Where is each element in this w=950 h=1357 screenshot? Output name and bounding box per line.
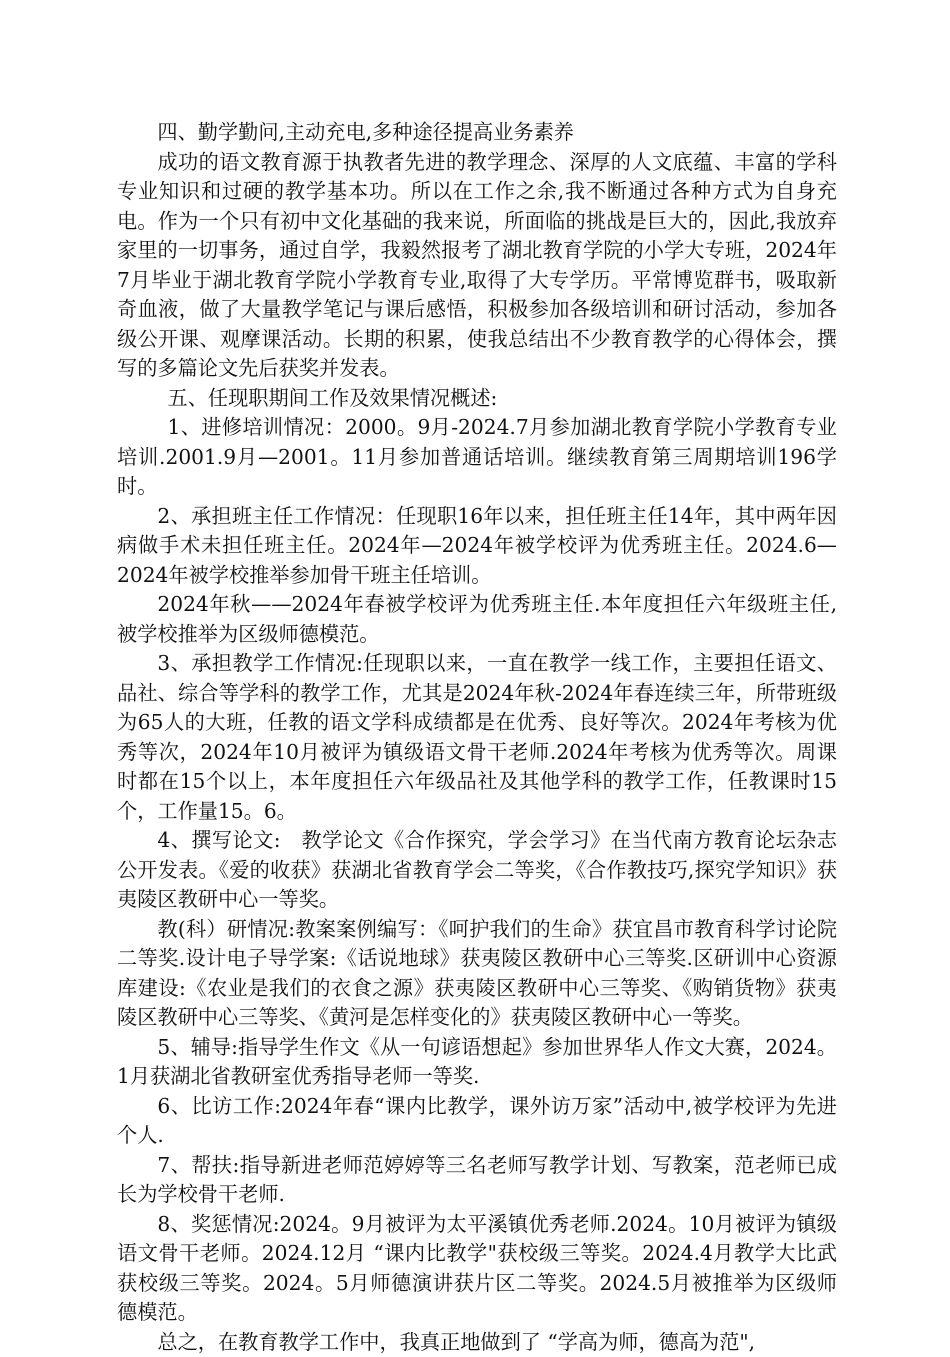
paragraph-class-teacher-awards: 2024年秋——2024年春被学校评为优秀班主任.本年度担任六年级班主任,被学校推举为区级师德模范。: [117, 590, 837, 649]
paragraph-mentoring: 7、帮扶:指导新进老师范婷婷等三名老师写教学计划、写教案，范老师已成长为学校骨干老师.: [117, 1151, 837, 1210]
paragraph-conclusion: 总之，在教育教学工作中，我真正地做到了 “学高为师，德高为范",: [117, 1328, 837, 1357]
section-heading-work-summary: 五、任现职期间工作及效果情况概述:: [117, 384, 837, 414]
paragraph-self-improvement: 成功的语文教育源于执教者先进的教学理念、深厚的人文底蕴、丰富的学科专业知识和过硬的教学基本功。所以在工作之余,我不断通过各种方式为自身充电。作为一个只有初中文化基础的我来说，所面临的挑战是巨大的，因此,我放弃家里的一切事务，通过自学，我毅然报考了湖北教育学院的小学大专班，2024年7月毕业于湖北教育学院小学教育专业,取得了大专学历。平常博览群书，吸取新奇血液，做了大量教学笔记与课后感悟，积极参加各级培训和研讨活动，参加各级公开课、观摩课活动。长期的积累，使我总结出不少教育教学的心得体会，撰写的多篇论文先后获奖并发表。: [117, 148, 837, 384]
document-body: [117, 118, 837, 1357]
paragraph-awards: 8、奖惩情况:2024。9月被评为太平溪镇优秀老师.2024。10月被评为镇级语文骨干老师。2024.12月 “课内比教学"获校级三等奖。2024.4月教学大比武获校级三等奖。2024。5月师德演讲获片区二等奖。2024.5月被推举为区级师德模范。: [117, 1210, 837, 1328]
section-heading-study: 四、勤学勤问,主动充电,多种途径提高业务素养: [117, 118, 837, 148]
paragraph-research: 教(科）研情况:教案案例编写：《呵护我们的生命》获宜昌市教育科学讨论院二等奖.设计电子导学案:《话说地球》获夷陵区教研中心三等奖.区研训中心资源库建设:《农业是我们的衣食之源》获夷陵区教研中心三等奖、《购销货物》获夷陵区教研中心三等奖、《黄河是怎样变化的》获夷陵区教研中心一等奖。: [117, 915, 837, 1033]
paragraph-home-visits: 6、比访工作:2024年春“课内比教学，课外访万家”活动中,被学校评为先进个人.: [117, 1092, 837, 1151]
paragraph-teaching-work: 3、承担教学工作情况:任现职以来，一直在教学一线工作，主要担任语文、品社、综合等学科的教学工作，尤其是2024年秋-2024年春连续三年，所带班级为65人的大班，任教的语文学科成绩都是在优秀、良好等次。2024年考核为优秀等次，2024年10月被评为镇级语文骨干老师.2024年考核为优秀等次。周课时都在15个以上，本年度担任六年级品社及其他学科的教学工作，任教课时15个，工作量15。6。: [117, 649, 837, 826]
paragraph-training: 1、进修培训情况：2000。9月-2024.7月参加湖北教育学院小学教育专业培训.2001.9月—2001。11月参加普通话培训。继续教育第三周期培训196学时。: [117, 413, 837, 502]
paragraph-papers: 4、撰写论文: 教学论文《合作探究，学会学习》在当代南方教育论坛杂志公开发表。《爱的收获》获湖北省教育学会二等奖，《合作教技巧,探究学知识》获夷陵区教研中心一等奖。: [117, 826, 837, 915]
paragraph-class-teacher: 2、承担班主任工作情况：任现职16年以来，担任班主任14年，其中两年因病做手术未担任班主任。2024年—2024年被学校评为优秀班主任。2024.6—2024年被学校推举参加骨干班主任培训。: [117, 502, 837, 591]
paragraph-tutoring: 5、辅导:指导学生作文《从一句谚语想起》参加世界华人作文大赛，2024。1月获湖北省教研室优秀指导老师一等奖.: [117, 1033, 837, 1092]
